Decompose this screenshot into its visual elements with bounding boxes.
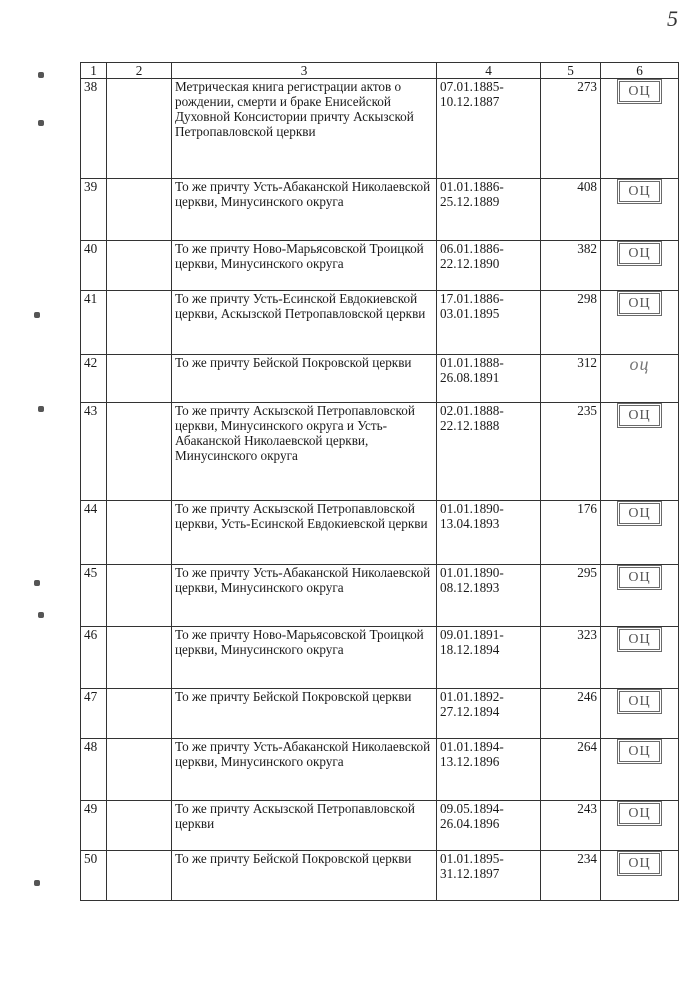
row-count: 312: [541, 355, 601, 403]
row-count: 246: [541, 689, 601, 739]
row-dates: 01.01.1888-26.08.1891: [437, 355, 541, 403]
table-row: [81, 291, 679, 355]
archive-stamp: [601, 851, 679, 901]
stamp-text: ОЦ: [617, 851, 661, 876]
row-col2: [107, 79, 172, 179]
row-description: То же причту Усть-Есинской Евдокиевской церкви, Аскызской Петропавловской церкви: [172, 291, 437, 355]
row-col2: [107, 627, 172, 689]
row-description: То же причту Усть-Абаканской Николаевской церкви, Минусинского округа: [172, 565, 437, 627]
stamp-text: ОЦ: [617, 739, 661, 764]
row-number: 42: [81, 355, 107, 403]
row-count: 273: [541, 79, 601, 179]
table-row: [81, 501, 679, 565]
registry-table: [80, 62, 679, 901]
row-number: 44: [81, 501, 107, 565]
archive-stamp: [601, 291, 679, 355]
punch-mark: [38, 72, 44, 78]
table-row: [81, 851, 679, 901]
archive-stamp: [601, 627, 679, 689]
stamp-text: ОЦ: [617, 627, 661, 652]
stamp-text: ОЦ: [617, 689, 661, 714]
row-number: 43: [81, 403, 107, 501]
row-number: 40: [81, 241, 107, 291]
row-col2: [107, 689, 172, 739]
row-number: 49: [81, 801, 107, 851]
row-dates: 09.05.1894-26.04.1896: [437, 801, 541, 851]
archive-stamp: [601, 801, 679, 851]
archive-stamp: [601, 501, 679, 565]
row-col2: [107, 739, 172, 801]
row-description: То же причту Ново-Марьясовской Троицкой церкви, Минусинского округа: [172, 241, 437, 291]
table-row: [81, 565, 679, 627]
row-number: 50: [81, 851, 107, 901]
row-col2: [107, 501, 172, 565]
row-dates: 07.01.1885-10.12.1887: [437, 79, 541, 179]
row-number: 47: [81, 689, 107, 739]
stamp-text: ОЦ: [617, 801, 661, 826]
table-row: [81, 403, 679, 501]
row-number: 46: [81, 627, 107, 689]
row-col2: [107, 355, 172, 403]
row-col2: [107, 179, 172, 241]
row-col2: [107, 565, 172, 627]
column-header: 1: [81, 63, 107, 79]
row-dates: 06.01.1886-22.12.1890: [437, 241, 541, 291]
row-col2: [107, 291, 172, 355]
punch-mark: [38, 120, 44, 126]
row-description: То же причту Бейской Покровской церкви: [172, 851, 437, 901]
row-col2: [107, 403, 172, 501]
row-description: То же причту Бейской Покровской церкви: [172, 355, 437, 403]
row-count: 323: [541, 627, 601, 689]
archive-stamp: [601, 179, 679, 241]
row-dates: 09.01.1891-18.12.1894: [437, 627, 541, 689]
row-dates: 01.01.1895-31.12.1897: [437, 851, 541, 901]
row-number: 45: [81, 565, 107, 627]
row-col2: [107, 851, 172, 901]
archive-stamp: [601, 565, 679, 627]
page-number: 5: [667, 6, 678, 31]
row-count: 382: [541, 241, 601, 291]
stamp-text: ОЦ: [617, 179, 661, 204]
table-row: [81, 179, 679, 241]
table-row: [81, 241, 679, 291]
stamp-text: ОЦ: [617, 565, 661, 590]
row-dates: 01.01.1886-25.12.1889: [437, 179, 541, 241]
punch-mark: [38, 612, 44, 618]
archive-stamp: [601, 355, 679, 403]
row-description: То же причту Аскызской Петропавловской церкви: [172, 801, 437, 851]
row-description: То же причту Усть-Абаканской Николаевской церкви, Минусинского округа: [172, 739, 437, 801]
table-row: [81, 689, 679, 739]
punch-mark: [34, 312, 40, 318]
row-description: То же причту Усть-Абаканской Николаевской церкви, Минусинского округа: [172, 179, 437, 241]
row-number: 39: [81, 179, 107, 241]
stamp-text: ОЦ: [617, 291, 661, 316]
row-dates: 17.01.1886-03.01.1895: [437, 291, 541, 355]
archive-stamp: [601, 739, 679, 801]
stamp-text: оц: [629, 354, 650, 374]
row-col2: [107, 801, 172, 851]
row-count: 264: [541, 739, 601, 801]
row-count: 408: [541, 179, 601, 241]
column-header: 2: [107, 63, 172, 79]
stamp-text: ОЦ: [617, 79, 661, 104]
row-description: Метрическая книга регистрации актов о рождении, смерти и браке Енисейской Духовной Консистории причту Аскызской Петропавловской церкви: [172, 79, 437, 179]
punch-mark: [34, 580, 40, 586]
column-header: 5: [541, 63, 601, 79]
row-description: То же причту Бейской Покровской церкви: [172, 689, 437, 739]
row-number: 38: [81, 79, 107, 179]
row-number: 48: [81, 739, 107, 801]
row-description: То же причту Ново-Марьясовской Троицкой церкви, Минусинского округа: [172, 627, 437, 689]
archive-stamp: [601, 79, 679, 179]
stamp-text: ОЦ: [617, 501, 661, 526]
row-count: 176: [541, 501, 601, 565]
row-col2: [107, 241, 172, 291]
row-count: 243: [541, 801, 601, 851]
row-count: 298: [541, 291, 601, 355]
punch-mark: [38, 406, 44, 412]
row-dates: 01.01.1890-13.04.1893: [437, 501, 541, 565]
row-description: То же причту Аскызской Петропавловской церкви, Минусинского округа и Усть-Абаканской Николаевской церкви, Минусинского округа: [172, 403, 437, 501]
table-row: [81, 79, 679, 179]
table-header-row: [81, 63, 679, 79]
row-dates: 01.01.1890-08.12.1893: [437, 565, 541, 627]
row-dates: 01.01.1892-27.12.1894: [437, 689, 541, 739]
row-number: 41: [81, 291, 107, 355]
stamp-text: ОЦ: [617, 403, 661, 428]
row-dates: 01.01.1894-13.12.1896: [437, 739, 541, 801]
row-count: 235: [541, 403, 601, 501]
stamp-text: ОЦ: [617, 241, 661, 266]
column-header: 3: [172, 63, 437, 79]
table-row: [81, 801, 679, 851]
row-description: То же причту Аскызской Петропавловской церкви, Усть-Есинской Евдокиевской церкви: [172, 501, 437, 565]
table-row: [81, 627, 679, 689]
column-header: 6: [601, 63, 679, 79]
punch-mark: [34, 880, 40, 886]
table-row: [81, 355, 679, 403]
archive-stamp: [601, 403, 679, 501]
archive-stamp: [601, 689, 679, 739]
row-count: 234: [541, 851, 601, 901]
table-row: [81, 739, 679, 801]
row-dates: 02.01.1888-22.12.1888: [437, 403, 541, 501]
archive-stamp: [601, 241, 679, 291]
row-count: 295: [541, 565, 601, 627]
column-header: 4: [437, 63, 541, 79]
